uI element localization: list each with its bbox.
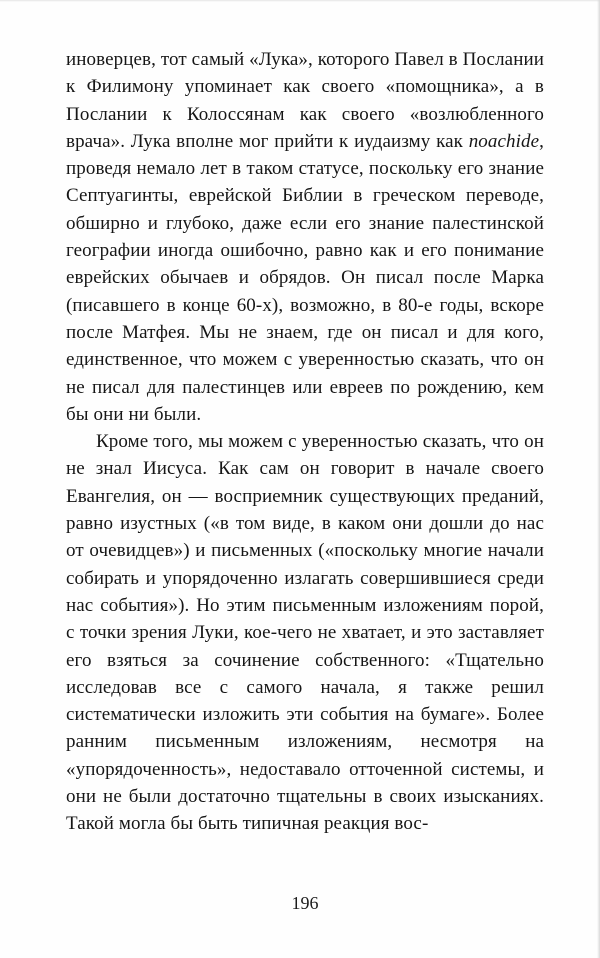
paragraph-2: Кроме того, мы можем с уверенностью сказать, что он не знал Иисуса. Как сам он говорит в начале своего Евангелия, он — восприемник существующих преданий, равно изустных («в том виде, в каком они дошли до нас от очевидцев») и письменных («поскольку многие начали собирать и упорядоченно излагать совершившиеся среди нас события»). Но этим письменным изложениям порой, с точки зрения Луки, кое-чего не хватает, и это заставляет его взяться за сочинение собственного: «Тщательно исследовав все с самого начала, я также решил систематически изложить эти события на бумаге». Более ранним письменным изложениям, несмотря на «упорядоченность», недоставало отточенной системы, и они не были достаточно тщательны в своих изысканиях. Такой могла бы быть типичная реакция вос- [66, 431, 544, 835]
paragraph-1-text-before-latin: иноверцев, тот самый «Лука», которого Павел в Послании к Филимону упоминает как своего «помощника», а в Послании к Колоссянам как своего «возлюбленного врача». Лука вполне мог прийти к иудаизму как [66, 49, 544, 152]
page-number: 196 [291, 893, 319, 913]
latin-term-noachide: noachide [468, 130, 540, 152]
paragraph-continued [66, 46, 544, 428]
text-column [66, 46, 544, 838]
paragraph-1-text-after-latin: , проведя немало лет в таком статусе, поскольку его знание Септуагинты, еврейской Библии в греческом переводе, обширно и глубоко, даже если его знание палестинской географии иногда ошибочно, равно как и его понимание еврейских обычаев и обрядов. Он писал после Марка (писавшего в конце 60-х), возможно, в 80-е годы, вскоре после Матфея. Мы не знаем, где он писал и для кого, единственное, что можем с уверенностью сказать, что он не писал для палестинцев или евреев по рождению, кем бы они ни были. [66, 130, 544, 425]
